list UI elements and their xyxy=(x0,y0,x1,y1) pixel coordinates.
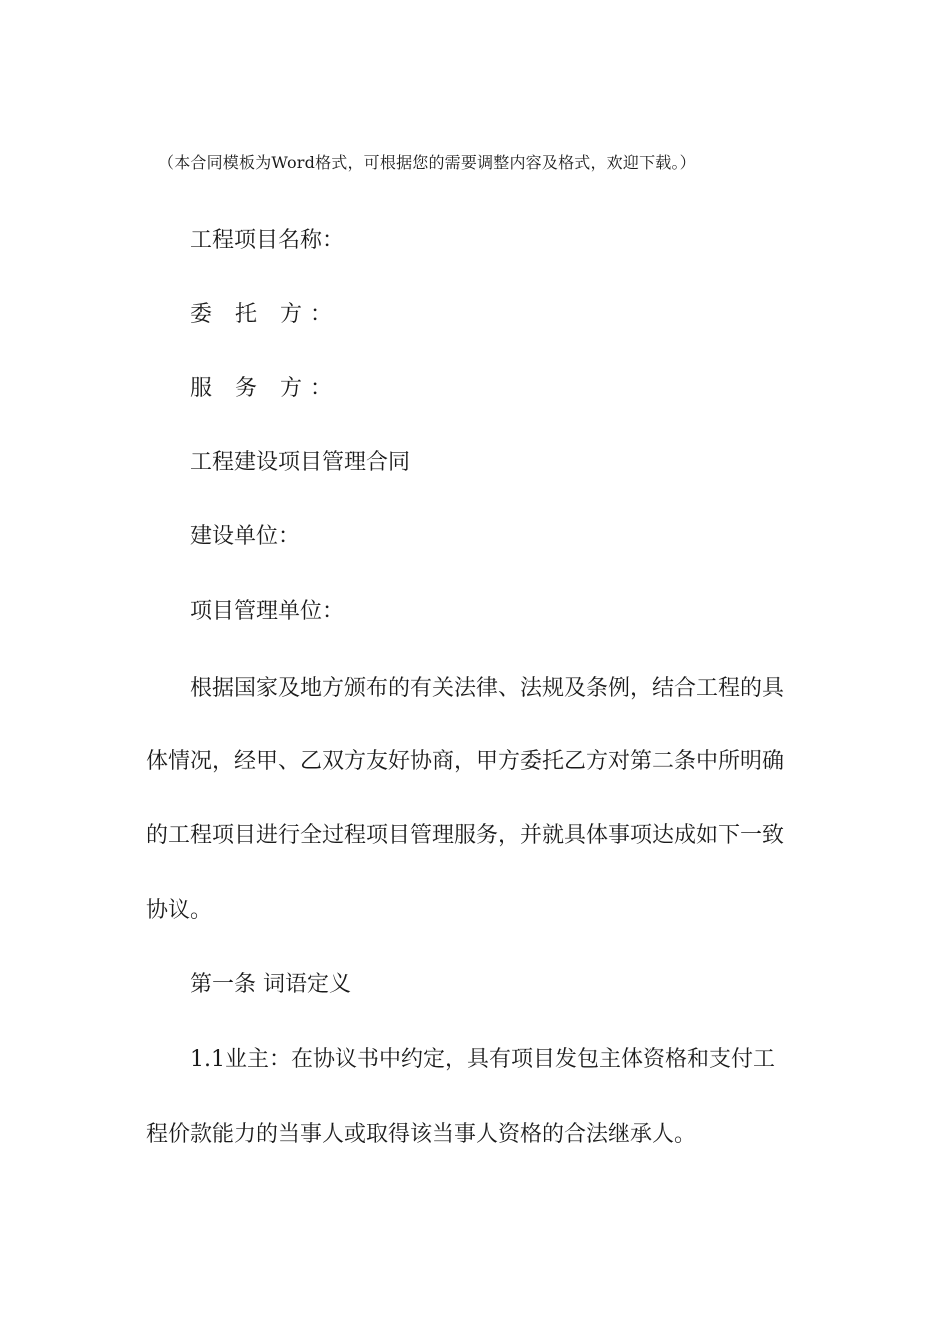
preamble-line: 体情况，经甲、乙双方友好协商，甲方委托乙方对第二条中所明确 xyxy=(146,749,785,774)
builder-field: 建设单位： xyxy=(190,524,301,549)
article-heading: 第一条 词语定义 xyxy=(190,972,351,997)
preamble-line: 的工程项目进行全过程项目管理服务，并就具体事项达成如下一致 xyxy=(146,823,785,848)
manager-field: 项目管理单位： xyxy=(190,599,345,624)
clause-line: 1.1业主：在协议书中约定，具有项目发包主体资格和支付工 xyxy=(190,1047,775,1072)
contract-title: 工程建设项目管理合同 xyxy=(190,450,411,475)
clause-line: 程价款能力的当事人或取得该当事人资格的合法继承人。 xyxy=(146,1122,697,1147)
project-name-field: 工程项目名称： xyxy=(190,228,345,253)
preamble-line: 协议。 xyxy=(146,898,213,923)
preamble-line: 根据国家及地方颁布的有关法律、法规及条例，结合工程的具 xyxy=(190,676,785,701)
provider-field: 服 务 方： xyxy=(190,376,340,401)
template-note: （本合同模板为Word格式，可根据您的需要调整内容及格式，欢迎下载。） xyxy=(158,153,696,172)
client-field: 委 托 方： xyxy=(190,302,340,327)
